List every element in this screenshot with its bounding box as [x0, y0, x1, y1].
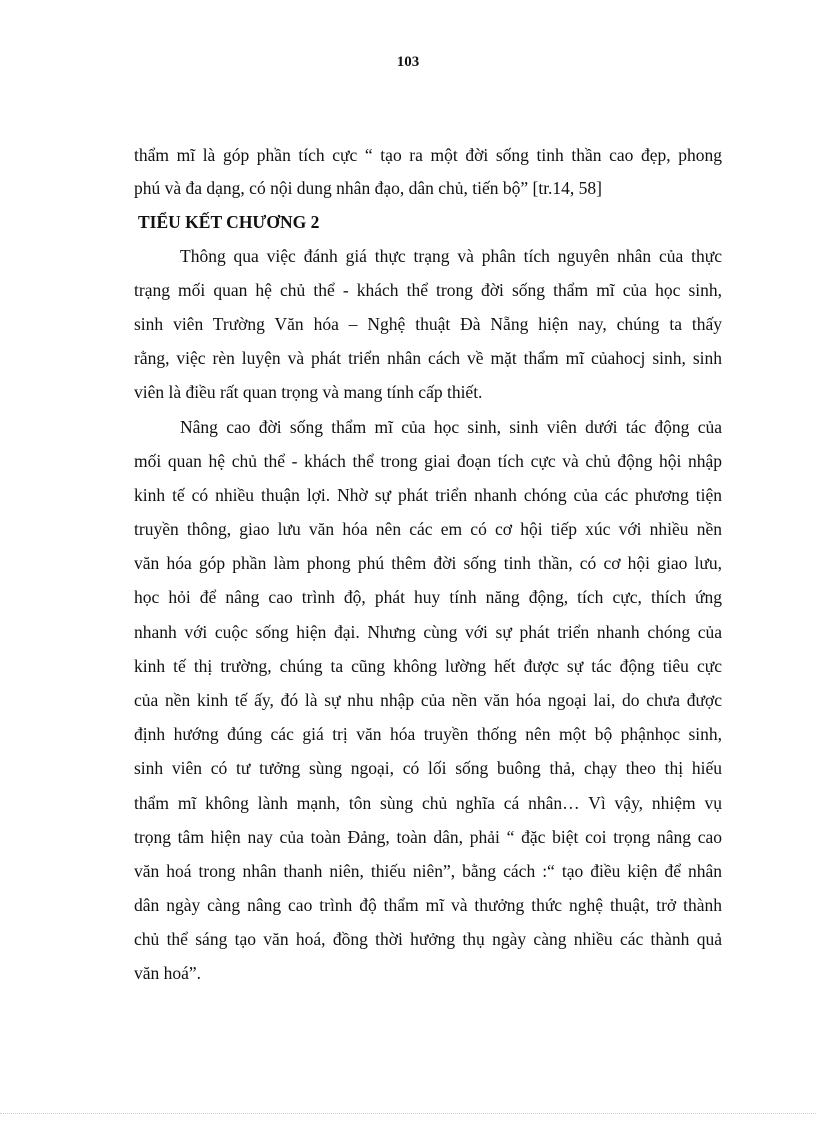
body-text-line: rằng, việc rèn luyện và phát triển nhân cách về mặt thẩm mĩ củahocj sinh, sinh [134, 348, 722, 368]
body-text-line: kinh tế có nhiều thuận lợi. Nhờ sự phát triển nhanh chóng của các phương tiện [134, 485, 722, 505]
page-number: 103 [396, 54, 420, 70]
body-text-line: trạng mối quan hệ chủ thể - khách thể trong đời sống thẩm mĩ của học sinh, [134, 280, 722, 300]
body-text-line: phú và đa dạng, có nội dung nhân đạo, dân chủ, tiến bộ” [tr.14, 58] [134, 178, 603, 198]
body-text-line: truyền thông, giao lưu văn hóa nên các em có cơ hội tiếp xúc với nhiều nền [134, 519, 722, 539]
body-text-line: thẩm mĩ không lành mạnh, tôn sùng chủ nghĩa cá nhân… Vì vậy, nhiệm vụ [134, 793, 722, 813]
section-heading: TIỂU KẾT CHƯƠNG 2 [138, 212, 320, 232]
body-text-line: trọng tâm hiện nay của toàn Đảng, toàn dân, phải “ đặc biệt coi trọng nâng cao [134, 827, 722, 847]
body-text-line: định hướng đúng các giá trị văn hóa truyền thống nên một bộ phậnhọc sinh, [134, 724, 722, 744]
body-text-line: viên là điều rất quan trọng và mang tính cấp thiết. [134, 382, 483, 402]
body-text-line: văn hóa góp phần làm phong phú thêm đời sống tinh thần, có cơ hội giao lưu, [134, 553, 722, 573]
body-text-line: văn hoá trong nhân thanh niên, thiếu niên”, bằng cách :“ tạo điều kiện để nhân [134, 861, 722, 881]
body-text-line: sinh viên Trường Văn hóa – Nghệ thuật Đà Nẵng hiện nay, chúng ta thấy [134, 314, 722, 334]
body-text-line: sinh viên có tư tưởng sùng ngoại, có lối sống buông thả, chạy theo thị hiếu [134, 758, 722, 778]
body-text-line: dân ngày càng nâng cao trình độ thẩm mĩ và thưởng thức nghệ thuật, trở thành [134, 895, 722, 915]
body-text-line: mối quan hệ chủ thể - khách thể trong giai đoạn tích cực và chủ động hội nhập [134, 451, 722, 471]
body-text-line: nhanh với cuộc sống hiện đại. Nhưng cùng với sự phát triển nhanh chóng của [134, 622, 722, 642]
body-text-line: kinh tế thị trường, chúng ta cũng không lường hết được sự tác động tiêu cực [134, 656, 722, 676]
body-text-line: văn hoá”. [134, 963, 202, 983]
body-text-line: Thông qua việc đánh giá thực trạng và phân tích nguyên nhân của thực [180, 246, 722, 266]
body-text-line: Nâng cao đời sống thẩm mĩ của học sinh, sinh viên dưới tác động của [180, 417, 722, 437]
body-text-line: thẩm mĩ là góp phần tích cực “ tạo ra một đời sống tinh thần cao đẹp, phong [134, 145, 722, 165]
body-text-line: của nền kinh tế ấy, đó là sự nhu nhập của nền văn hóa ngoại lai, do chưa được [134, 690, 722, 710]
body-text-line: học hỏi để nâng cao trình độ, phát huy tính năng động, tích cực, thích ứng [134, 587, 722, 607]
body-text-line: chủ thể sáng tạo văn hoá, đồng thời hưởng thụ ngày càng nhiều các thành quả [134, 929, 722, 949]
page-bottom-divider [0, 1113, 816, 1114]
